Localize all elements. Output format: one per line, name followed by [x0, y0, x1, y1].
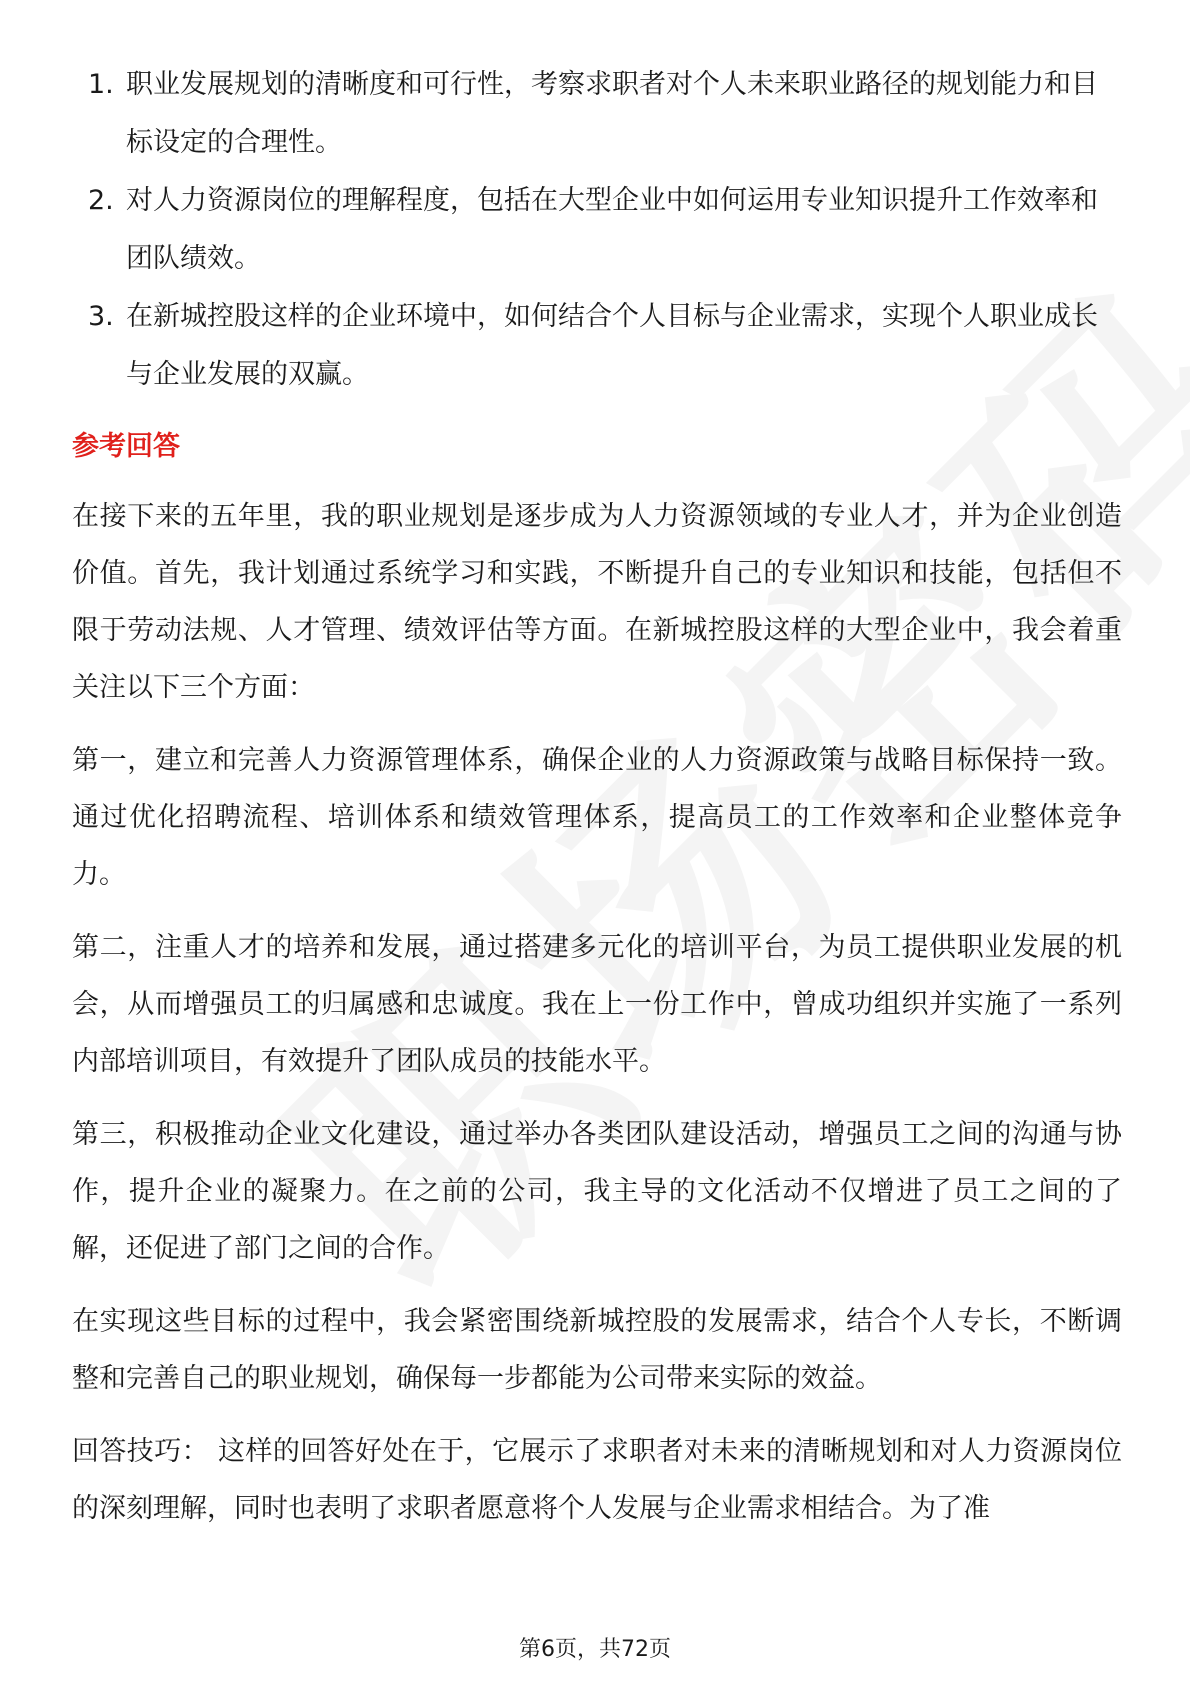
paragraph: 第三，积极推动企业文化建设，通过举办各类团队建设活动，增强员工之间的沟通与协作，提升企业的凝聚力。在之前的公司，我主导的文化活动不仅增进了员工之间的了解，还促进了部门之间的合作。: [72, 1119, 1122, 1264]
paragraph: 第一，建立和完善人力资源管理体系，确保企业的人力资源政策与战略目标保持一致。通过优化招聘流程、培训体系和绩效管理体系，提高员工的工作效率和企业整体竞争力。: [72, 745, 1122, 890]
list-item-number: 3.: [88, 301, 114, 332]
paragraph: 第二，注重人才的培养和发展，通过搭建多元化的培训平台，为员工提供职业发展的机会，从而增强员工的归属感和忠诚度。我在上一份工作中，曾成功组织并实施了一系列内部培训项目，有效提升了团队成员的技能水平。: [72, 932, 1122, 1077]
document-body: [72, 56, 1122, 1537]
paragraph: 回答技巧： 这样的回答好处在于，它展示了求职者对未来的清晰规划和对人力资源岗位的深刻理解，同时也表明了求职者愿意将个人发展与企业需求相结合。为了准: [72, 1436, 1122, 1524]
list-item: [72, 288, 1122, 404]
page-footer: 第6页，共72页: [519, 1637, 671, 1662]
list-item-text: 职业发展规划的清晰度和可行性，考察求职者对个人未来职业路径的规划能力和目标设定的合理性。: [126, 69, 1098, 158]
list-item: [72, 56, 1122, 172]
list-item-text: 对人力资源岗位的理解程度，包括在大型企业中如何运用专业知识提升工作效率和团队绩效。: [126, 185, 1098, 274]
list-item: [72, 172, 1122, 288]
list-item-number: 2.: [88, 185, 114, 216]
paragraph: 在实现这些目标的过程中，我会紧密围绕新城控股的发展需求，结合个人专长，不断调整和完善自己的职业规划，确保每一步都能为公司带来实际的效益。: [72, 1306, 1122, 1394]
list-item-text: 在新城控股这样的企业环境中，如何结合个人目标与企业需求，实现个人职业成长与企业发展的双赢。: [126, 301, 1098, 390]
section-title: 参考回答: [72, 431, 180, 462]
paragraph: 在接下来的五年里，我的职业规划是逐步成为人力资源领域的专业人才，并为企业创造价值。首先，我计划通过系统学习和实践，不断提升自己的专业知识和技能，包括但不限于劳动法规、人才管理、绩效评估等方面。在新城控股这样的大型企业中，我会着重关注以下三个方面：: [72, 501, 1122, 703]
list-item-number: 1.: [88, 69, 114, 100]
question-list: [72, 56, 1122, 404]
